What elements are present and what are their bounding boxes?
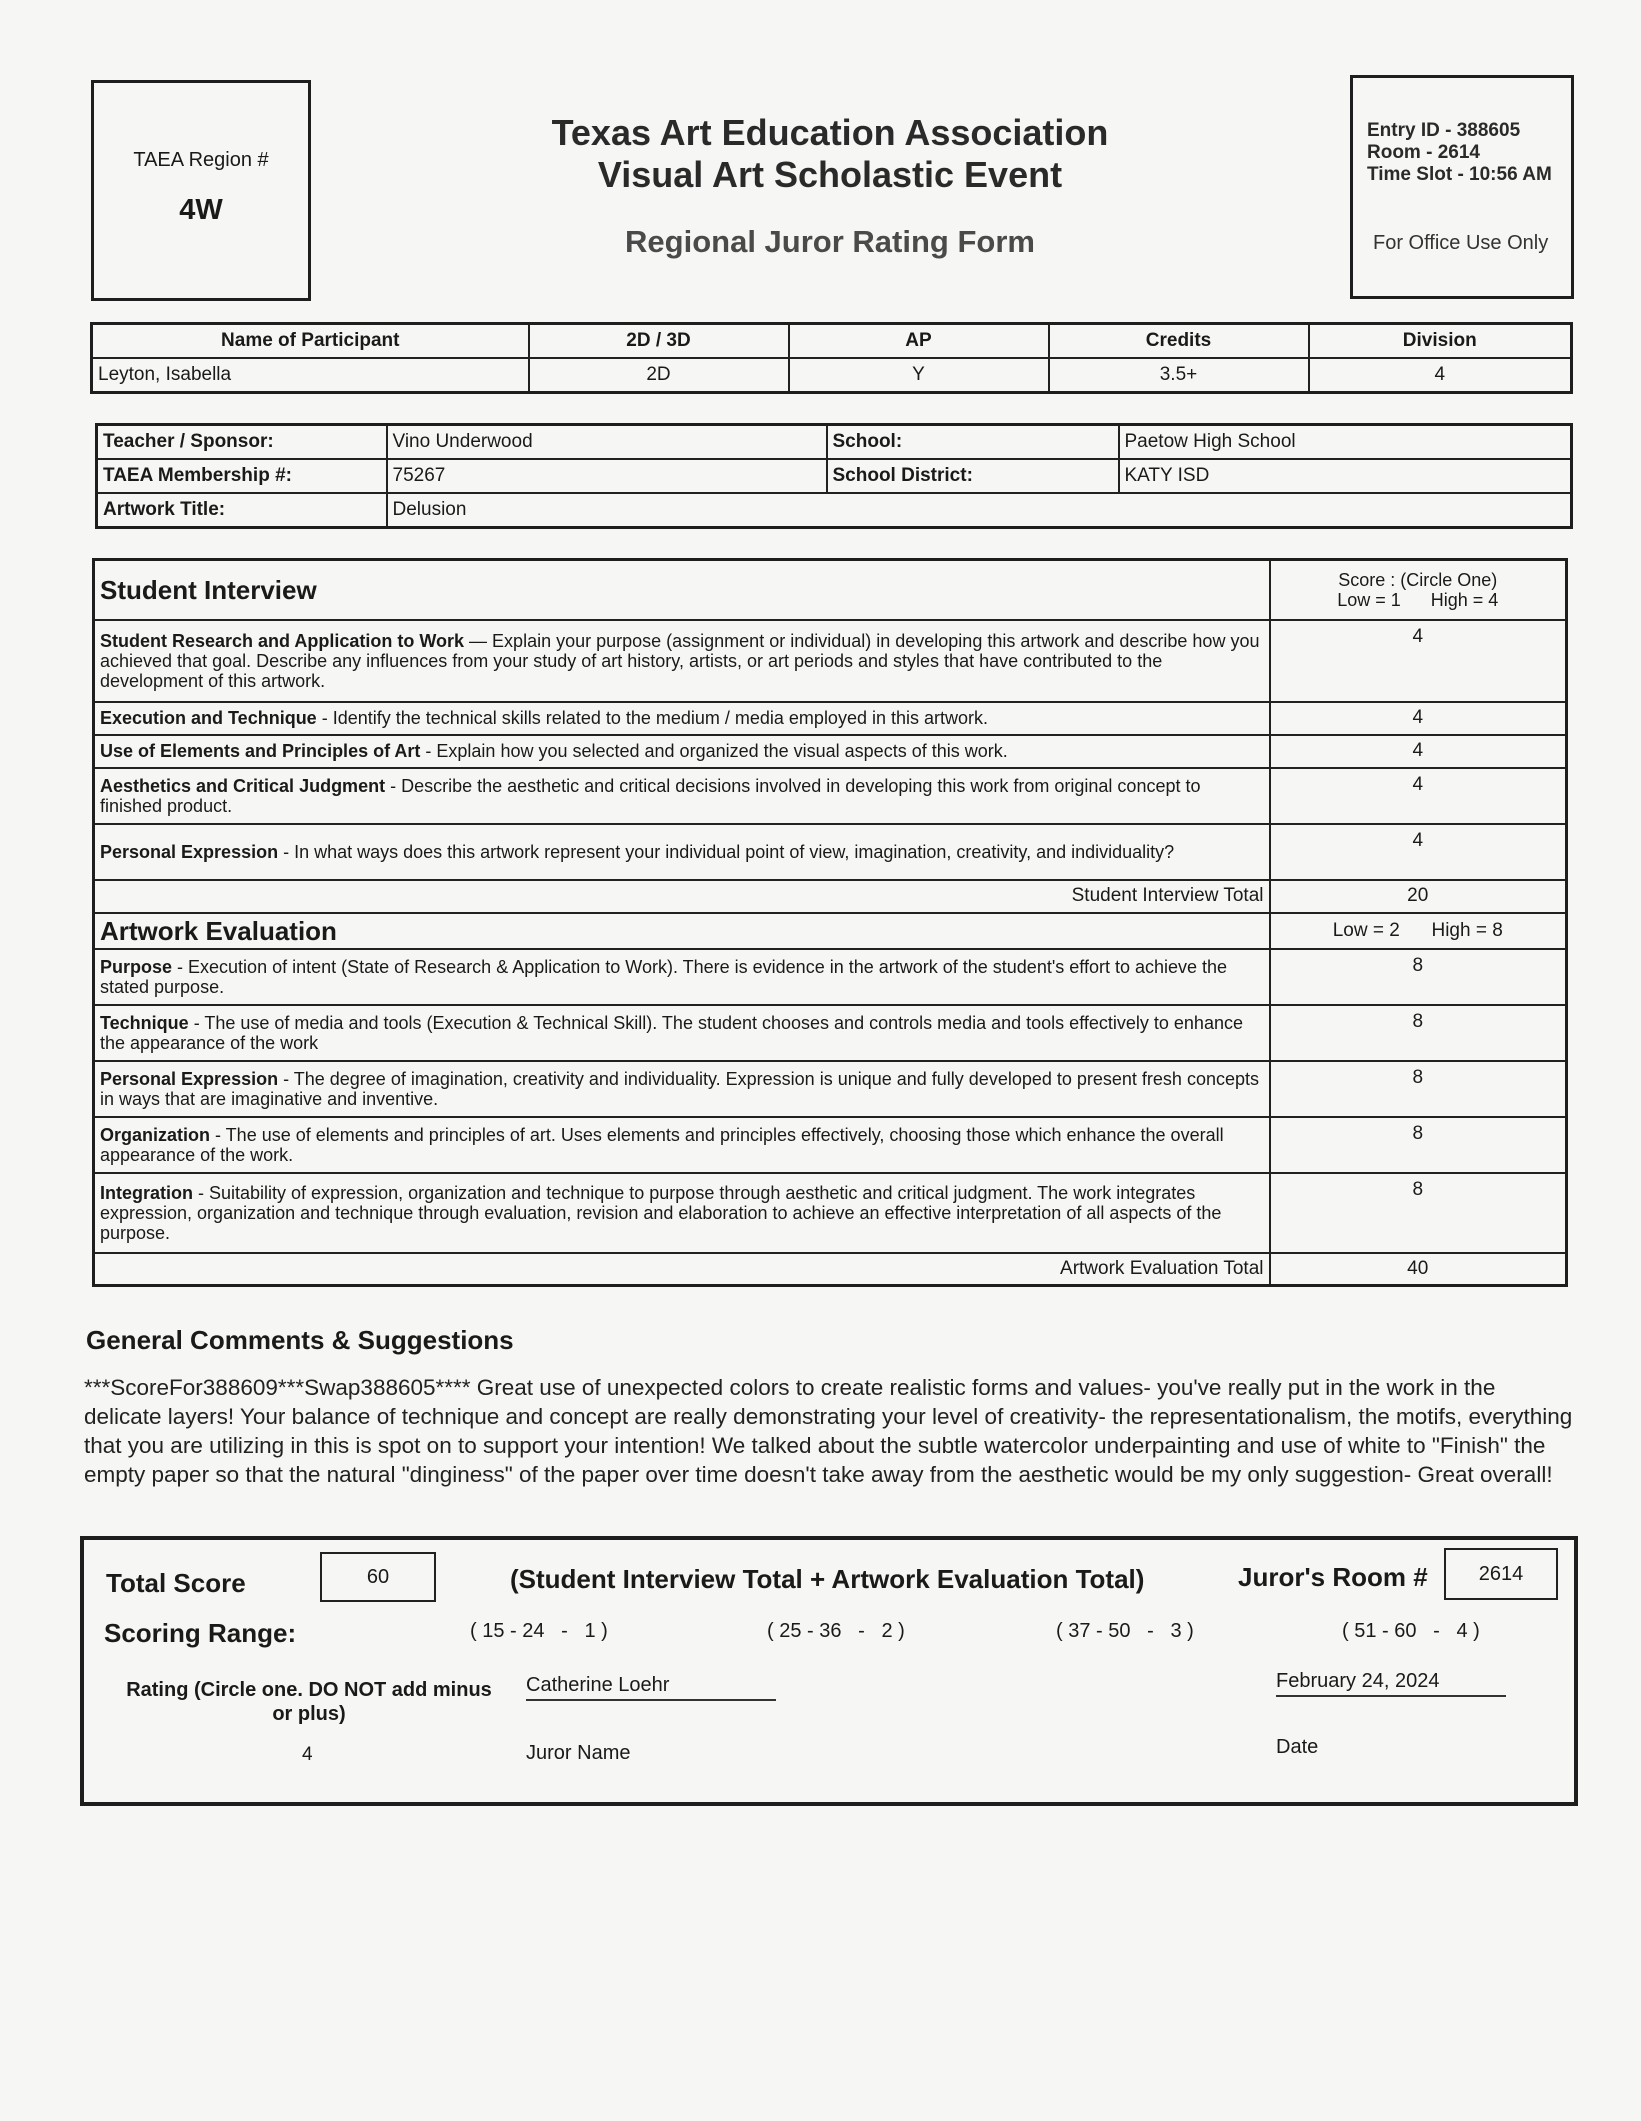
criterion-title: Use of Elements and Principles of Art bbox=[100, 741, 421, 761]
criterion-title: Student Research and Application to Work bbox=[100, 630, 465, 651]
criterion-desc: — Explain your purpose (assignment or individual) in developing this artwork and describe how you achieved that goal. Describe any influences from your study of art history, artists, or art periods and styles that have contributed to the development of this artwork. bbox=[100, 630, 1260, 691]
school-label: School: bbox=[827, 425, 1119, 460]
rubric-row bbox=[94, 1173, 1567, 1253]
interview-score-range: Low = 1 High = 4 bbox=[1337, 589, 1499, 610]
header-division: Division bbox=[1309, 324, 1572, 359]
date-label: Date bbox=[1276, 1736, 1319, 1758]
evaluation-heading: Artwork Evaluation bbox=[94, 913, 1270, 949]
date-value: February 24, 2024 bbox=[1276, 1670, 1506, 1697]
office-use-box bbox=[1350, 75, 1574, 299]
criterion-desc: - The use of media and tools (Execution & Technical Skill). The student chooses and controls media and tools effectively to enhance the appearance of the work bbox=[100, 1012, 1243, 1053]
scoring-range-1: ( 15 - 24 - 1 ) bbox=[470, 1620, 608, 1642]
comments-text: ***ScoreFor388609***Swap388605**** Great use of unexpected colors to create realistic forms and values- you've really put in the work in the delicate layers! Your balance of technique and concept are really demonstrating your level of creativity- the representationalism, the motifs, everything that you are utilizing in this is spot on to support your intention! We talked about the subtle watercolor underpainting and use of white to "Finish" the empty paper so that the natural "dinginess" of the paper over time doesn't take away from the aesthetic would be my only suggestion- Great overall! bbox=[84, 1375, 1573, 1487]
artwork-title-value: Delusion bbox=[387, 493, 1572, 528]
participant-credits: 3.5+ bbox=[1049, 358, 1309, 393]
district-value: KATY ISD bbox=[1119, 459, 1572, 493]
criterion-desc: - The use of elements and principles of art. Uses elements and principles effectively, choosing those which enhance the overall appearance of the work. bbox=[100, 1124, 1224, 1165]
participant-name: Leyton, Isabella bbox=[92, 358, 529, 393]
criterion-title: Personal Expression bbox=[100, 841, 279, 862]
teacher-label: Teacher / Sponsor: bbox=[97, 425, 387, 460]
region-label: TAEA Region # bbox=[133, 149, 269, 171]
rubric-row bbox=[94, 735, 1567, 768]
office-use-label: For Office Use Only bbox=[1373, 232, 1549, 254]
criterion-desc: - Execution of intent (State of Research & Application to Work). There is evidence in the artwork of the student's effort to achieve the stated purpose. bbox=[100, 956, 1228, 997]
page-title-line2: Visual Art Scholastic Event bbox=[597, 154, 1063, 195]
scoring-range-4: ( 51 - 60 - 4 ) bbox=[1342, 1620, 1480, 1642]
criterion-desc: - In what ways does this artwork represent your individual point of view, imagination, creativity, and individuality? bbox=[278, 841, 1175, 862]
total-score-value: 60 bbox=[320, 1552, 436, 1602]
participant-ap: Y bbox=[789, 358, 1049, 393]
rubric-row bbox=[94, 1061, 1567, 1117]
interview-total-label: Student Interview Total bbox=[94, 880, 1270, 913]
scoring-range-label: Scoring Range: bbox=[104, 1618, 297, 1648]
comments-heading: General Comments & Suggestions bbox=[86, 1325, 514, 1355]
criterion-title: Aesthetics and Critical Judgment bbox=[100, 775, 386, 796]
scoring-range-2: ( 25 - 36 - 2 ) bbox=[767, 1620, 905, 1642]
rubric-row bbox=[94, 949, 1567, 1005]
region-value: 4W bbox=[179, 194, 223, 226]
participant-dimension: 2D bbox=[529, 358, 789, 393]
rubric-row bbox=[94, 702, 1567, 735]
total-score-box bbox=[80, 1536, 1578, 1806]
criterion-score: 8 bbox=[1270, 1117, 1567, 1173]
header-credits: Credits bbox=[1049, 324, 1309, 359]
time-slot: Time Slot - 10:56 AM bbox=[1367, 164, 1552, 185]
juror-room-label: Juror's Room # bbox=[1238, 1562, 1428, 1592]
criterion-score: 8 bbox=[1270, 1005, 1567, 1061]
criterion-desc: - Identify the technical skills related to the medium / media employed in this artwork. bbox=[316, 708, 989, 728]
total-formula: (Student Interview Total + Artwork Evaluation Total) bbox=[510, 1564, 1145, 1594]
criterion-score: 4 bbox=[1270, 620, 1567, 702]
criterion-score: 4 bbox=[1270, 735, 1567, 768]
rubric-table bbox=[92, 558, 1568, 1287]
header-dimension: 2D / 3D bbox=[529, 324, 789, 359]
evaluation-total-value: 40 bbox=[1270, 1253, 1567, 1286]
criterion-title: Integration bbox=[100, 1182, 193, 1203]
criterion-score: 8 bbox=[1270, 949, 1567, 1005]
rating-label: Rating (Circle one. DO NOT add minus or plus) bbox=[126, 1679, 492, 1725]
juror-name-value: Catherine Loehr bbox=[526, 1674, 776, 1701]
interview-total-value: 20 bbox=[1270, 880, 1567, 913]
juror-name-label: Juror Name bbox=[526, 1742, 631, 1764]
rubric-row bbox=[94, 620, 1567, 702]
header-name: Name of Participant bbox=[92, 324, 529, 359]
participant-table bbox=[90, 322, 1573, 394]
artwork-title-label: Artwork Title: bbox=[97, 493, 387, 528]
participant-division: 4 bbox=[1309, 358, 1572, 393]
criterion-desc: - Suitability of expression, organization and technique to purpose through aesthetic and critical judgment. The work integrates expression, organization and technique through evaluation, revision and elaboration to achieve an effective interpretation of all aspects of the purpose. bbox=[100, 1182, 1222, 1243]
criterion-title: Organization bbox=[100, 1124, 211, 1145]
criterion-title: Execution and Technique bbox=[100, 708, 317, 728]
criterion-desc: - The degree of imagination, creativity and individuality. Expression is unique and fully developed to present fresh concepts in ways that are imaginative and inventive. bbox=[100, 1068, 1259, 1109]
evaluation-total-label: Artwork Evaluation Total bbox=[94, 1253, 1270, 1286]
header-ap: AP bbox=[789, 324, 1049, 359]
criterion-desc: - Explain how you selected and organized the visual aspects of this work. bbox=[420, 741, 1008, 761]
room-number: Room - 2614 bbox=[1367, 142, 1480, 163]
school-value: Paetow High School bbox=[1119, 425, 1572, 460]
district-label: School District: bbox=[827, 459, 1119, 493]
form-subtitle: Regional Juror Rating Form bbox=[625, 224, 1035, 259]
juror-room-value: 2614 bbox=[1444, 1548, 1558, 1600]
scoring-range-3: ( 37 - 50 - 3 ) bbox=[1056, 1620, 1194, 1642]
region-box bbox=[91, 80, 311, 301]
rubric-row bbox=[94, 768, 1567, 824]
membership-value: 75267 bbox=[387, 459, 827, 493]
criterion-desc: - Describe the aesthetic and critical decisions involved in developing this work from original concept to finished product. bbox=[100, 775, 1201, 816]
criterion-title: Personal Expression bbox=[100, 1068, 279, 1089]
teacher-table bbox=[95, 423, 1573, 529]
page-title: Texas Art Education Association bbox=[551, 112, 1109, 153]
criterion-score: 8 bbox=[1270, 1173, 1567, 1253]
evaluation-score-range: Low = 2 High = 8 bbox=[1270, 913, 1567, 949]
rubric-row bbox=[94, 1005, 1567, 1061]
membership-label: TAEA Membership #: bbox=[97, 459, 387, 493]
entry-id: Entry ID - 388605 bbox=[1367, 120, 1521, 141]
rating-value: 4 bbox=[302, 1744, 313, 1765]
rubric-row bbox=[94, 824, 1567, 880]
interview-heading: Student Interview bbox=[94, 560, 1270, 620]
score-instruction: Score : (Circle One) bbox=[1338, 569, 1498, 590]
criterion-score: 4 bbox=[1270, 824, 1567, 880]
criterion-title: Purpose bbox=[100, 956, 173, 977]
rubric-row bbox=[94, 1117, 1567, 1173]
criterion-title: Technique bbox=[100, 1012, 189, 1033]
teacher-value: Vino Underwood bbox=[387, 425, 827, 460]
total-score-label: Total Score bbox=[106, 1568, 246, 1598]
criterion-score: 4 bbox=[1270, 702, 1567, 735]
criterion-score: 8 bbox=[1270, 1061, 1567, 1117]
criterion-score: 4 bbox=[1270, 768, 1567, 824]
